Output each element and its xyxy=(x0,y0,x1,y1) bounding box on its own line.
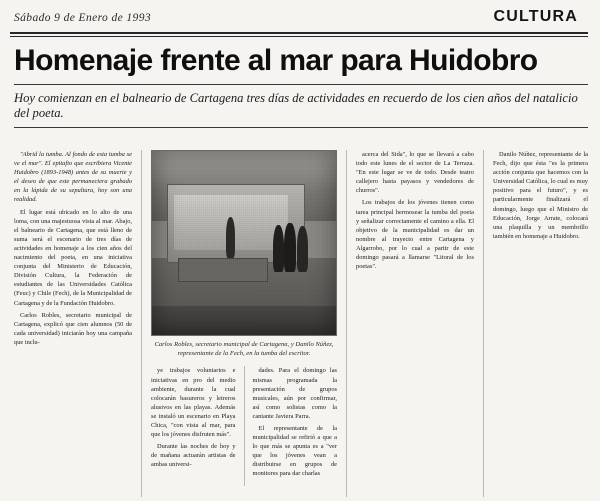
photo-under-columns xyxy=(151,366,337,486)
paragraph: ye trabajos voluntarios e iniciativas en pro del medio ambiente, durante la cual colocarán basureros y letreros alusivos en las playas. Además se instaló un escenario en Playa Chica, "con vista al mar, para que los jóvenes disfruten más". xyxy=(151,367,236,439)
column-4-body xyxy=(356,150,474,271)
column-3-body xyxy=(252,366,337,478)
column-divider xyxy=(141,150,142,497)
text-column-5 xyxy=(493,150,588,497)
divider-under-subhead xyxy=(14,127,588,128)
column-1-body xyxy=(14,150,132,347)
article-photo xyxy=(151,150,337,336)
text-column-3 xyxy=(252,366,337,486)
photo-wrap xyxy=(151,150,337,358)
paragraph: Los trabajos de los jóvenes tienen como tarea principal hermosear la tumba del poeta y señalizar correctamente el camino a ella. El objetivo de la municipalidad es dar un nombre al trayecto entre Cartagena y Algarrobo, por lo cual a partir de este domingo pasará a llamarse "Litoral de los poetas". xyxy=(356,199,474,271)
paragraph: "Abrid la tumba. Al fondo de esta tumba se ve el mar". El epitafio que escribiera Vicente Huidobro (1893-1948) antes de su muerte y el deseo de que este permaneciera grabado en la lápida de su sepultura, hoy son una realidad. xyxy=(14,151,132,204)
column-divider xyxy=(346,150,347,497)
paragraph: dades. Para el domingo las mismas programada la presentación de grupos musicales, aún por confirmar, así como solistas como la cantante Javiera Parra. xyxy=(252,367,338,420)
photo-vignette xyxy=(152,151,336,335)
section-title: CULTURA xyxy=(493,8,578,25)
column-divider xyxy=(483,150,484,497)
divider-top-thin xyxy=(10,36,588,37)
page-title: Homenaje frente al mar para Huidobro xyxy=(14,44,538,77)
article-columns xyxy=(14,150,588,497)
photo-caption: Carlos Robles, secretario municipal de Cartagena, y Danilo Núñez, representante de la Fech, en la tumba del escritor. xyxy=(154,341,334,358)
text-column-1 xyxy=(14,150,132,497)
column-divider xyxy=(244,366,245,486)
paragraph: acerca del Sida", lo que se llevará a cabo todo este lunes de el sector de La Terraza. "En este lugar se ve de todo. Desde teatro callejero hasta payasos y vendedores de churros". xyxy=(356,151,474,195)
article-subhead: Hoy comienzan en el balneario de Cartagena tres días de actividades en recuerdo de los cien años del natalicio del poeta. xyxy=(14,90,578,120)
text-column-2 xyxy=(151,366,236,486)
divider-top xyxy=(10,32,588,34)
column-5-body xyxy=(493,150,588,241)
paragraph: Carlos Robles, secretario municipal de Cartagena, explicó que cien alumnos (50 de cada universidad) iniciarán hoy una campaña que inclu- xyxy=(14,311,132,346)
masthead xyxy=(0,0,600,34)
photo-and-text-column xyxy=(151,150,337,497)
dateline: Sábado 9 de Enero de 1993 xyxy=(14,12,152,24)
paragraph: Durante las noches de hoy y de mañana actuarán artistas de ambas universi- xyxy=(151,443,236,469)
text-column-4 xyxy=(356,150,474,497)
divider-under-headline xyxy=(14,84,588,85)
paragraph: Danilo Núñez, representante de la Fech, dijo que ésta "es la primera acción conjunta que hacemos con la Universidad Católica, lo cual es muy positivo para el futuro", y es particularmente finalizará el domingo, luego que el Ministro de Educación, Jorge Arrate, colocará una plaquilla y un membrillo también en homenaje a Huidobro. xyxy=(493,151,588,240)
paragraph: El representante de la municipalidad se refirió a que a lo que más se apunta es a "ver que los jóvenes vean a distribuirse en grupos de monitores para dar charlas xyxy=(252,425,338,478)
paragraph: El lugar está ubicado en lo alto de una loma, con una majestuosa vista al mar. Abajo, el balneario de Cartagena, que está lleno de suma será el escenario de tres días de actividades en homenaje a los cien años del nacimiento del poeta, en una iniciativa conjunta del Ministerio de Educación, División Cultura, la Federación de estudiantes de las Universidades Católica (Feuc) y Chile (Fech), de la Municipalidad de Cartagena y de la Fundación Huidobro. xyxy=(14,208,132,307)
column-2-body xyxy=(151,366,236,469)
